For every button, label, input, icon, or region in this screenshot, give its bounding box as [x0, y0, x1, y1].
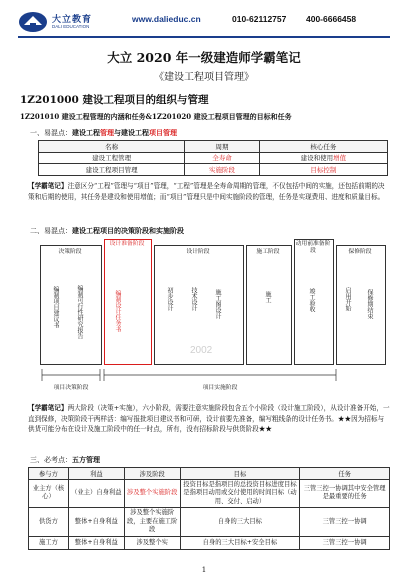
- doc-title: 大立 2020 年一级建造师学霸笔记: [107, 50, 301, 65]
- table-header: 周期: [185, 141, 259, 153]
- construction-stage-label: 施工阶段: [256, 249, 280, 255]
- dali-logo-icon: [18, 10, 48, 34]
- phase-item: 施工图设计: [214, 289, 221, 319]
- table-row: [29, 536, 390, 550]
- table-cell: 涉及整个实施阶段: [124, 479, 180, 508]
- table-cell: 三管三控一协调其中安全管理是最重要的任务: [300, 479, 390, 508]
- kp3-text: 五方管理: [72, 455, 100, 464]
- table-cell: 投资目标是指项目的总投资目标进度目标是指项目动用或交付使用的时间目标（动用、交付、启动）: [180, 479, 300, 508]
- bottom-impl-label: 项目实施阶段: [202, 385, 238, 391]
- warranty-stage-label: 保修阶段: [348, 249, 372, 255]
- table-cell: 业主方（核心）: [29, 479, 69, 508]
- table-cell: 三管三控一协调: [300, 536, 390, 550]
- table-header-row: [39, 141, 388, 153]
- decision-stage-box: [40, 245, 102, 365]
- note-label: 【学霸笔记】: [28, 182, 68, 190]
- table-cell: 供货方: [29, 508, 69, 537]
- table-row: [29, 508, 390, 537]
- note-text: 注意区分“工程”管理与“项目”管理，“工程”管理是全寿命周期的管理，不仅包括中间的实施，还包括前期的决策和后期的使用，其任务是建设和使用增值；而“项目”管理只是中间实施阶段的管理，任务是实现费用、进度和质量目标。: [28, 182, 385, 201]
- study-note-2: [28, 403, 390, 435]
- table-cell: 整体+自身利益: [68, 508, 124, 537]
- note-label: 【学霸笔记】: [28, 404, 68, 412]
- website-url[interactable]: www.dalieduc.cn: [132, 14, 201, 24]
- design-stage-label: 设计阶段: [186, 249, 210, 255]
- table-header: 核心任务: [259, 141, 387, 153]
- phone-number-2: 400-6666458: [306, 14, 357, 24]
- key-point-1: [30, 128, 177, 138]
- doc-subtitle: 《建设工程项目管理》: [154, 72, 254, 83]
- table-cell: 建设工程项目管理: [39, 164, 185, 176]
- table-cell: （业主）自身利益: [68, 479, 124, 508]
- table-cell: 整体+自身利益: [68, 536, 124, 550]
- phase-item: 编制设计任务书: [114, 290, 121, 332]
- table-cell: 涉及整个实: [124, 536, 180, 550]
- table-cell: 目标控制: [259, 164, 387, 176]
- prep-stage-label: 动用前准备阶段: [295, 241, 331, 254]
- phase-item: 技术设计: [190, 287, 197, 311]
- comparison-table: [38, 140, 388, 176]
- design-prep-box: [104, 239, 152, 365]
- table-header: 名称: [39, 141, 185, 153]
- note-text: 两大阶段（决策+实施），六小阶段，需要注意实施阶段包含五个小阶段（设计施工阶段），从设计准备开始，一直到保修，决策阶段干两样活：编写报批项目建议书和可研，设计前要先准备，编写粗线条的设计任务书。★★因为招标与供货可能分布在设计及施工阶段中的任一时点，所有，没有招标阶段与供货阶段★★: [28, 404, 390, 433]
- study-note-1: [28, 181, 390, 202]
- phase-item: 启用开始: [344, 287, 351, 311]
- five-parties-table: [28, 467, 390, 550]
- phase-item: 施工: [264, 291, 271, 303]
- table-cell: 自身的三大目标: [180, 508, 300, 537]
- phase-item: 初步设计: [166, 287, 173, 311]
- phase-item: 保修期结束: [366, 289, 373, 319]
- table-header: 任务: [300, 468, 390, 480]
- table-header: 利益: [68, 468, 124, 480]
- table-cell: 建设和使用增值: [259, 152, 387, 164]
- phase-item: 编制项目建议书: [52, 286, 59, 328]
- kp2-prefix: 二、易混点：: [30, 227, 72, 235]
- table-header: 涉及阶段: [124, 468, 180, 480]
- kp3-prefix: 三、必考点：: [30, 456, 72, 464]
- table-row: [39, 164, 388, 176]
- decision-stage-label: 决策阶段: [58, 249, 82, 255]
- table-header-row: [29, 468, 390, 480]
- watermark: 2002: [190, 345, 213, 356]
- kp1-prefix: 一、易混点：: [30, 129, 72, 137]
- table-row: [39, 152, 388, 164]
- table-cell: 施工方: [29, 536, 69, 550]
- page-number: 1: [201, 566, 207, 574]
- phase-item: 竣工验收: [308, 288, 315, 312]
- section-title: 1Z201000 建设工程项目的组织与管理: [20, 94, 209, 106]
- header-divider: [18, 36, 390, 38]
- key-point-3: [30, 455, 100, 465]
- kp1-text-b: 管理: [100, 128, 114, 137]
- table-cell: 涉及整个实施阶段，主要在施工阶段: [124, 508, 180, 537]
- table-cell: 建设工程管理: [39, 152, 185, 164]
- bottom-decision-label: 项目决策阶段: [53, 385, 89, 391]
- table-cell: 全寿命: [185, 152, 259, 164]
- table-header: 目标: [180, 468, 300, 480]
- phone-number-1: 010-62112757: [232, 14, 287, 24]
- design-prep-label: 设计准备阶段: [109, 241, 145, 247]
- table-cell: 自身的三大目标+安全目标: [180, 536, 300, 550]
- phase-item: 编制可行性研究报告: [76, 285, 83, 339]
- brand-name-en: DALI EDUCATION: [52, 24, 90, 29]
- kp1-text-d: 项目管理: [149, 128, 177, 137]
- brand-name: 大立教育: [52, 14, 93, 24]
- table-cell: 实施阶段: [185, 164, 259, 176]
- kp1-text-c: 与建设工程: [114, 128, 149, 137]
- kp1-text-a: 建设工程: [72, 128, 100, 137]
- table-header: 参与方: [29, 468, 69, 480]
- table-cell: 三管三控一协调: [300, 508, 390, 537]
- table-row: [29, 479, 390, 508]
- project-phase-diagram: [40, 237, 385, 397]
- key-point-2: [30, 226, 184, 236]
- kp2-text: 建设工程项目的决策阶段和实施阶段: [72, 226, 184, 235]
- subsection-title: 1Z201010 建设工程管理的内涵和任务&1Z201020 建设工程项目管理的目标和任务: [20, 112, 292, 121]
